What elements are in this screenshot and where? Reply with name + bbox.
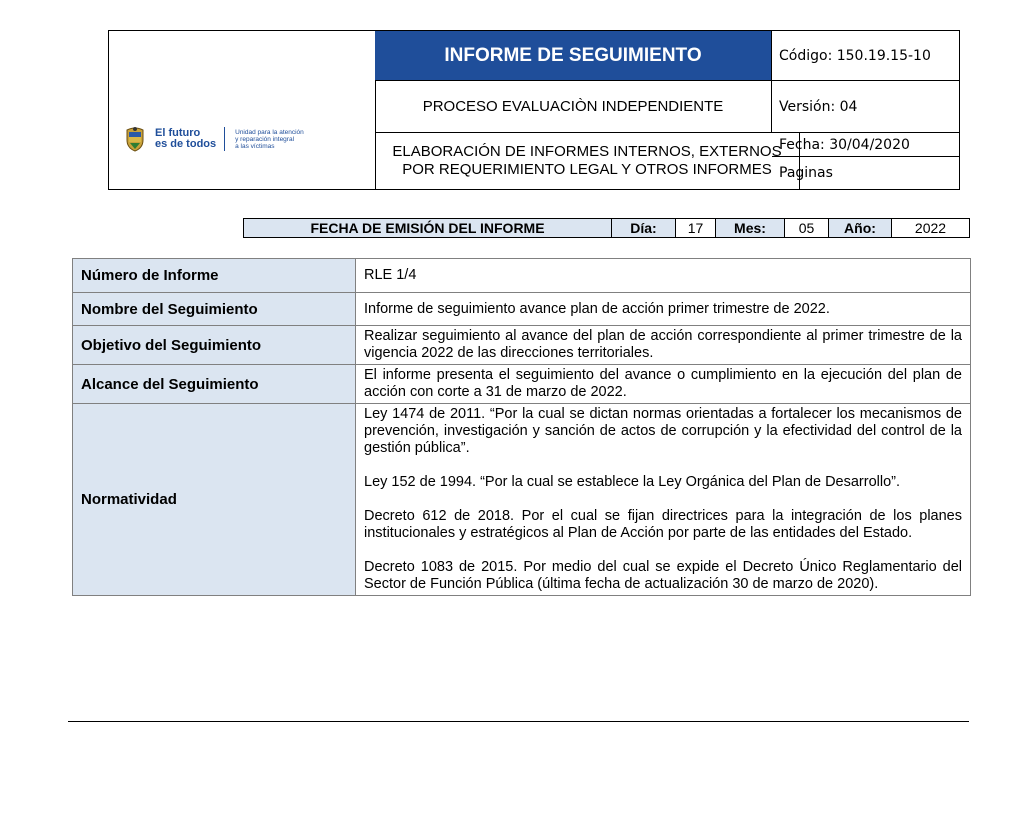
table-row: [73, 326, 971, 365]
process-name: PROCESO EVALUACIÒN INDEPENDIENTE: [375, 81, 772, 132]
document-pages: Paginas: [779, 164, 833, 181]
logo-sub-3: a las víctimas: [235, 142, 275, 150]
tracking-name-label: Nombre del Seguimiento: [73, 293, 356, 326]
report-number-value: RLE 1/4: [356, 259, 971, 293]
logo-unit-name: [235, 129, 304, 150]
table-row: [73, 293, 971, 326]
header-row-title: [375, 31, 959, 81]
logo-line-1: El futuro: [155, 127, 201, 139]
document-header: [108, 30, 960, 190]
header-row-elaboration: [375, 133, 959, 189]
regulation-item: Decreto 1083 de 2015. Por medio del cual se expide el Decreto Único Reglamentario del Sector de Función Pública (última fecha de actualización 30 de marzo de 2020).: [364, 559, 962, 592]
tracking-objective-label: Objetivo del Seguimiento: [73, 326, 356, 365]
year-value: 2022: [914, 220, 947, 236]
table-row: [73, 365, 971, 404]
day-label: Día:: [612, 219, 676, 237]
institution-logo: [123, 119, 304, 159]
year-label: Año:: [829, 219, 892, 237]
tracking-objective-value: Realizar seguimiento al avance del plan de acción correspondiente al primer trimestre de la vigencia 2022 de las direcciones territoriales.: [356, 326, 971, 365]
day-value: 17: [676, 219, 716, 237]
report-number-label: Número de Informe: [73, 259, 356, 293]
regulations-value: [356, 404, 971, 596]
regulation-item: Decreto 612 de 2018. Por el cual se fijan directrices para la integración de los planes institucionales y estratégicos al Plan de Acción por parte de las entidades del Estado.: [364, 508, 962, 541]
month-value: 05: [785, 219, 829, 237]
logo-sub-1: Unidad para la atención: [235, 128, 304, 136]
regulations-label: Normatividad: [73, 404, 356, 596]
logo-divider: [224, 127, 225, 151]
regulation-item: Ley 1474 de 2011. “Por la cual se dictan normas orientadas a fortalecer los mecanismos de prevención, investigación y sanción de actos de corrupción y la efectividad del control de la gestión pública”.: [364, 406, 962, 456]
logo-line-2: es de todos: [155, 138, 217, 150]
regulation-item: Ley 152 de 1994. “Por la cual se establece la Ley Orgánica del Plan de Desarrollo”.: [364, 474, 901, 490]
tracking-scope-label: Alcance del Seguimiento: [73, 365, 356, 404]
tracking-scope-value: El informe presenta el seguimiento del avance o cumplimiento en la ejecución del plan de acción con corte a 31 de marzo de 2022.: [356, 365, 971, 404]
issue-date-bar: [243, 218, 970, 238]
table-row: [73, 404, 971, 596]
logo-slogan: [155, 128, 216, 150]
issue-date-label: FECHA DE EMISIÓN DEL INFORME: [244, 219, 612, 237]
document-date: Fecha: 30/04/2020: [772, 133, 959, 157]
date-pages-cell: [772, 133, 959, 189]
elaboration-name: ELABORACIÓN DE INFORMES INTERNOS, EXTERNOS POR REQUERIMIENTO LEGAL Y OTROS INFORMES: [375, 133, 800, 189]
page-divider: [68, 721, 969, 722]
document-version: Versión: 04: [779, 98, 858, 115]
month-label: Mes:: [716, 219, 785, 237]
table-row: [73, 259, 971, 293]
header-row-process: [375, 81, 959, 133]
tracking-name-value: Informe de seguimiento avance plan de acción primer trimestre de 2022.: [356, 293, 971, 326]
logo-cell: [109, 31, 376, 189]
document-code: Código: 150.19.15-10: [779, 47, 931, 64]
logo-sub-2: y reparación integral: [235, 135, 295, 143]
report-info-table: [72, 258, 971, 596]
document-title: INFORME DE SEGUIMIENTO: [375, 31, 772, 80]
coat-of-arms-icon: [123, 126, 147, 152]
